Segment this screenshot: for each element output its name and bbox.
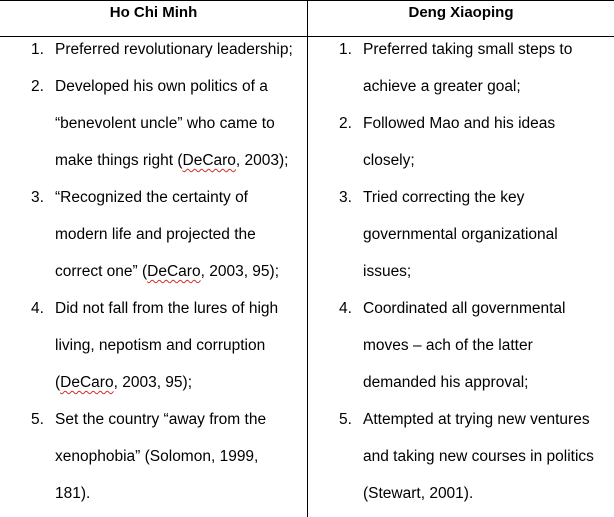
text-segment: living, nepotism and corruption <box>55 337 266 354</box>
list-item-line <box>0 142 307 179</box>
text-segment: correct one” ( <box>55 263 148 280</box>
text-segment: Coordinated all governmental <box>363 300 566 317</box>
text-segment: (Stewart, 2001). <box>363 485 474 502</box>
text-segment: modern life and projected the <box>55 226 256 243</box>
list-item-number: 5. <box>339 411 352 428</box>
ho-chi-minh-list <box>0 31 307 512</box>
list-item-line <box>0 68 307 105</box>
list-item-line <box>0 475 307 512</box>
text-segment: Set the country “away from the <box>55 411 267 428</box>
list-item-line <box>0 438 307 475</box>
text-segment: “benevolent uncle” who came to <box>55 115 275 132</box>
text-segment: , 2003, 95); <box>113 374 193 391</box>
list-item-line <box>308 475 614 512</box>
list-item-number: 4. <box>339 300 352 317</box>
list-item <box>308 105 614 179</box>
text-segment: issues; <box>363 263 412 280</box>
list-item-line <box>308 105 614 142</box>
text-segment: Developed his own politics of a <box>55 78 268 95</box>
text-segment: Did not fall from the lures of high <box>55 300 279 317</box>
header-ho-chi-minh: Ho Chi Minh <box>109 4 198 21</box>
text-segment: ( <box>55 374 61 391</box>
list-item-line <box>308 401 614 438</box>
list-item <box>0 31 307 68</box>
text-segment: make things right ( <box>55 152 183 169</box>
list-item <box>0 68 307 179</box>
text-segment: closely; <box>363 152 415 169</box>
list-item-number: 4. <box>31 300 44 317</box>
spellcheck-flagged-word: DeCaro <box>182 152 236 169</box>
list-item-line <box>0 327 307 364</box>
text-segment: and taking new courses in politics <box>363 448 594 465</box>
text-segment: moves – ach of the latter <box>363 337 533 354</box>
text-segment: governmental organizational <box>363 226 558 243</box>
list-item-line <box>0 290 307 327</box>
list-item-number: 5. <box>31 411 44 428</box>
spellcheck-flagged-word: DeCaro <box>60 374 114 391</box>
text-segment: Preferred revolutionary leadership; <box>55 41 293 58</box>
text-segment: demanded his approval; <box>363 374 529 391</box>
list-item-number: 1. <box>31 41 44 58</box>
list-item-number: 3. <box>339 189 352 206</box>
deng-xiaoping-column <box>308 31 614 512</box>
list-item-line <box>308 31 614 68</box>
text-segment: Followed Mao and his ideas <box>363 115 556 132</box>
list-item-line <box>0 253 307 290</box>
list-item-number: 2. <box>339 115 352 132</box>
text-segment: xenophobia” (Solomon, 1999, <box>55 448 259 465</box>
list-item <box>308 31 614 105</box>
list-item-line <box>0 401 307 438</box>
list-item-line <box>0 31 307 68</box>
deng-xiaoping-list <box>308 31 614 512</box>
list-item-number: 2. <box>31 78 44 95</box>
list-item-line <box>308 216 614 253</box>
text-segment: 181). <box>55 485 91 502</box>
text-segment: Preferred taking small steps to <box>363 41 573 58</box>
list-item-number: 3. <box>31 189 44 206</box>
list-item-line <box>0 105 307 142</box>
list-item-line <box>0 179 307 216</box>
list-item-line <box>308 142 614 179</box>
text-segment: Attempted at trying new ventures <box>363 411 590 428</box>
header-deng-xiaoping: Deng Xiaoping <box>408 4 514 21</box>
list-item-line <box>308 290 614 327</box>
list-item-line <box>308 179 614 216</box>
list-item-number: 1. <box>339 41 352 58</box>
text-segment: , 2003); <box>235 152 289 169</box>
list-item-line <box>308 68 614 105</box>
text-segment: “Recognized the certainty of <box>55 189 248 206</box>
list-item-line <box>308 364 614 401</box>
list-item-line <box>308 253 614 290</box>
list-item-line <box>0 364 307 401</box>
list-item <box>308 401 614 512</box>
list-item <box>0 290 307 401</box>
list-item-line <box>0 216 307 253</box>
list-item-line <box>308 438 614 475</box>
spellcheck-flagged-word: DeCaro <box>147 263 201 280</box>
list-item <box>308 179 614 290</box>
list-item <box>308 290 614 401</box>
text-segment: Tried correcting the key <box>363 189 525 206</box>
list-item <box>0 401 307 512</box>
list-item <box>0 179 307 290</box>
list-item-line <box>308 327 614 364</box>
ho-chi-minh-column <box>0 31 307 512</box>
text-segment: achieve a greater goal; <box>363 78 521 95</box>
text-segment: , 2003, 95); <box>200 263 280 280</box>
